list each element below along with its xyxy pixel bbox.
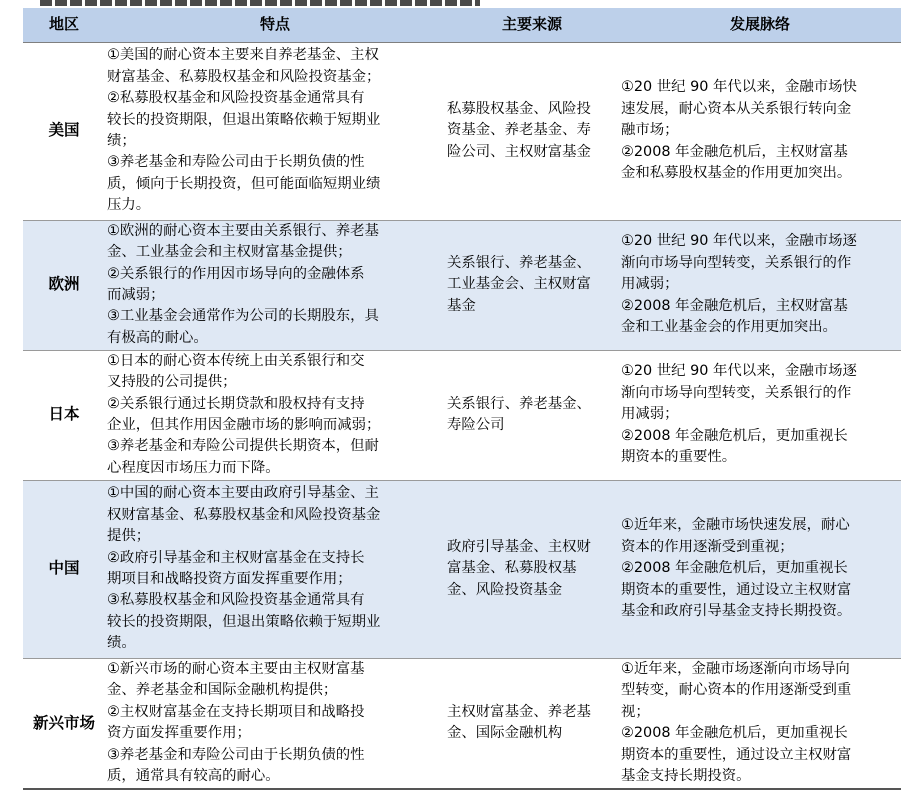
sources-text-line: 富基金、私募股权基 [447, 560, 577, 577]
sources-text-line: 私募股权基金、风险投 [447, 100, 591, 117]
development-text-line: 渐向市场导向型转变，关系银行的作 [621, 254, 852, 271]
development-text-line: 期资本的重要性。 [621, 449, 737, 466]
development-text-line: 速发展，耐心资本从关系银行转向金 [621, 100, 852, 117]
features-text-line: 资方面发挥重要作用； [107, 725, 251, 742]
features-text-line: ①新兴市场的耐心资本主要由主权财富基 [107, 661, 365, 678]
development-cell [619, 42, 901, 220]
development-text-line: ②2008 年金融危机后，更加重视长 [621, 560, 848, 577]
features-cell [105, 480, 445, 658]
features-cell [105, 42, 445, 220]
sources-text-line: 工业基金会、主权财富 [447, 276, 591, 293]
region-cell: 中国 [23, 480, 105, 658]
table-row [23, 220, 901, 350]
features-text-line: ②主权财富基金在支持长期项目和战略投 [107, 703, 365, 720]
development-text-line: ①近年来，金融市场快速发展，耐心 [621, 517, 850, 534]
development-text-line: ②2008 年金融危机后，更加重视长 [621, 725, 848, 742]
features-cell [105, 658, 445, 789]
development-text-line: 渐向市场导向型转变，关系银行的作 [621, 384, 852, 401]
features-text-line: ③养老基金和寿险公司提供长期资本，但耐 [107, 438, 379, 455]
sources-text-line: 关系银行、养老基金、 [447, 395, 591, 412]
features-text-line: 心程度因市场压力而下降。 [107, 459, 280, 476]
development-text-line: 基金支持长期投资。 [621, 768, 751, 785]
features-text-line: ①欧洲的耐心资本主要由关系银行、养老基 [107, 222, 379, 239]
features-text-line: 而减弱； [107, 287, 165, 303]
region-cell: 欧洲 [23, 220, 105, 350]
region-cell: 新兴市场 [23, 658, 105, 789]
development-cell [619, 658, 901, 789]
sources-cell [445, 42, 619, 220]
header-sources: 主要来源 [445, 8, 619, 42]
development-text-line: ①近年来，金融市场逐渐向市场导向 [621, 661, 850, 678]
sources-text-line: 资基金、养老基金、寿 [447, 122, 591, 139]
features-text-line: ③养老基金和寿险公司由于长期负债的性 [107, 746, 365, 763]
development-cell [619, 220, 901, 350]
features-text-line: 权财富基金、私募股权基金和风险投资基金 [107, 506, 381, 523]
development-text-line: 融市场； [621, 122, 679, 139]
patient-capital-comparison-table [23, 8, 901, 790]
sources-text-line: 主权财富基金、养老基 [447, 703, 591, 720]
table-header-row [23, 8, 901, 42]
development-text-line: ②2008 年金融危机后，主权财富基 [621, 297, 848, 314]
development-text-line: 期资本的重要性，通过设立主权财富 [621, 581, 852, 598]
sources-text-line: 政府引导基金、主权财 [447, 538, 591, 555]
features-text-line: ②关系银行通过长期贷款和股权持有支持 [107, 395, 365, 412]
development-cell [619, 480, 901, 658]
features-text-line: ②私募股权基金和风险投资基金通常具有 [107, 90, 365, 107]
sources-text-line: 险公司、主权财富基金 [447, 143, 591, 160]
development-text-line: 基金和政府引导基金支持长期投资。 [621, 603, 852, 620]
header-features: 特点 [105, 8, 445, 42]
development-text-line: 型转变，耐心资本的作用逐渐受到重 [621, 682, 852, 699]
development-cell [619, 350, 901, 480]
table-row [23, 350, 901, 480]
development-text-line: ①20 世纪 90 年代以来，金融市场逐 [621, 233, 857, 250]
features-text-line: ③养老基金和寿险公司由于长期负债的性 [107, 154, 365, 171]
sources-cell [445, 350, 619, 480]
features-text-line: 较长的投资期限，但退出策略依赖于短期业 [107, 613, 381, 630]
table-row [23, 658, 901, 789]
features-text-line: 有极高的耐心。 [107, 329, 208, 346]
development-text-line: 视； [621, 703, 650, 720]
sources-text-line: 金、国际金融机构 [447, 725, 563, 742]
sources-text-line: 基金 [447, 297, 476, 314]
development-text-line: ①20 世纪 90 年代以来，金融市场快 [621, 79, 857, 96]
sources-cell [445, 658, 619, 789]
region-cell: 日本 [23, 350, 105, 480]
features-text-line: 较长的投资期限，但退出策略依赖于短期业 [107, 111, 381, 128]
features-text-line: ①美国的耐心资本主要来自养老基金、主权 [107, 47, 379, 64]
features-text-line: 叉持股的公司提供； [107, 374, 237, 391]
features-text-line: 财富基金、私募股权基金和风险投资基金； [107, 68, 381, 85]
sources-cell [445, 480, 619, 658]
features-text-line: 企业，但其作用因金融市场的影响而减弱； [107, 417, 381, 433]
sources-cell [445, 220, 619, 350]
table-body [23, 42, 901, 789]
development-text-line: 资本的作用逐渐受到重视； [621, 538, 794, 555]
table-row [23, 42, 901, 220]
sources-text-line: 关系银行、养老基金、 [447, 254, 591, 271]
cut-off-title-line [0, 0, 911, 8]
features-text-line: ③工业基金会通常作为公司的长期股东，具 [107, 308, 379, 325]
development-text-line: 金和私募股权基金的作用更加突出。 [621, 165, 852, 182]
development-text-line: ②2008 年金融危机后，主权财富基 [621, 143, 848, 160]
features-text-line: 质，通常具有较高的耐心。 [107, 768, 280, 785]
features-text-line: ①中国的耐心资本主要由政府引导基金、主 [107, 485, 379, 502]
header-region: 地区 [23, 8, 105, 42]
features-text-line: ①日本的耐心资本传统上由关系银行和交 [107, 352, 365, 369]
sources-text-line: 寿险公司 [447, 417, 505, 433]
development-text-line: 金和工业基金会的作用更加突出。 [621, 319, 837, 336]
features-text-line: 金、养老基金和国际金融机构提供； [107, 682, 338, 699]
features-cell [105, 350, 445, 480]
features-text-line: ③私募股权基金和风险投资基金通常具有 [107, 592, 365, 609]
features-cell [105, 220, 445, 350]
features-text-line: 绩。 [107, 635, 136, 652]
sources-text-line: 金、风险投资基金 [447, 581, 563, 598]
development-text-line: 期资本的重要性，通过设立主权财富 [621, 746, 852, 763]
features-text-line: 金、工业基金会和主权财富基金提供； [107, 244, 352, 261]
region-cell: 美国 [23, 42, 105, 220]
features-text-line: 绩； [107, 133, 136, 149]
development-text-line: ①20 世纪 90 年代以来，金融市场逐 [621, 363, 857, 380]
header-development: 发展脉络 [619, 8, 901, 42]
features-text-line: 压力。 [107, 197, 151, 214]
features-text-line: 提供； [107, 528, 151, 545]
features-text-line: 质，倾向于长期投资，但可能面临短期业绩 [107, 175, 381, 192]
features-text-line: ②关系银行的作用因市场导向的金融体系 [107, 265, 365, 282]
development-text-line: ②2008 年金融危机后，更加重视长 [621, 427, 848, 444]
features-text-line: ②政府引导基金和主权财富基金在支持长 [107, 549, 365, 566]
table-row [23, 480, 901, 658]
features-text-line: 期项目和战略投资方面发挥重要作用； [107, 571, 352, 587]
development-text-line: 用减弱； [621, 406, 679, 423]
development-text-line: 用减弱； [621, 276, 679, 293]
